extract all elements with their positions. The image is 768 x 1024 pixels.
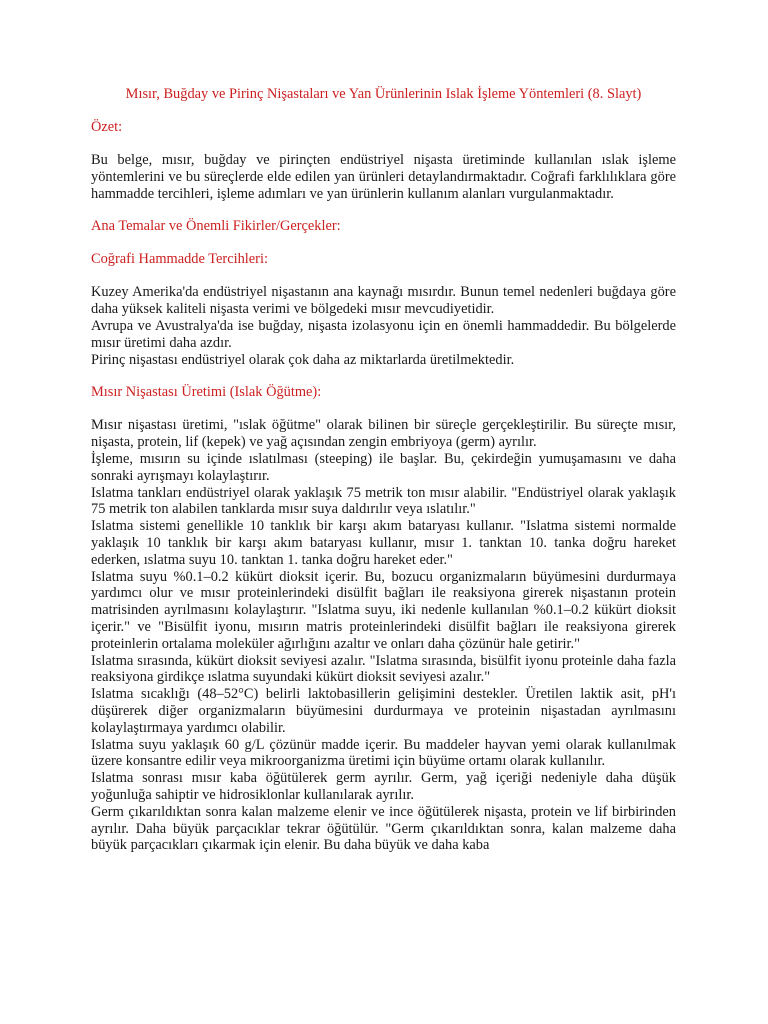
corn-item: Mısır nişastası üretimi, "ıslak öğütme" olarak bilinen bir süreçle gerçekleştirilir. Bu süreçte mısır, nişasta, protein, lif (kepek) ve yağ açısından zengin embriyoya (germ) ayrılır. bbox=[91, 417, 676, 451]
geo-list bbox=[91, 284, 676, 368]
themes-heading: Ana Temalar ve Önemli Fikirler/Gerçekler: bbox=[91, 218, 341, 235]
corn-item: Islatma sonrası mısır kaba öğütülerek germ ayrılır. Germ, yağ içeriği nedeniyle daha düşük yoğunluğa sahiptir ve hidrosiklonlar kullanılarak ayrılır. bbox=[91, 770, 676, 803]
corn-item: Islatma suyu yaklaşık 60 g/L çözünür madde içerir. Bu maddeler hayvan yemi olarak kullanılmak üzere konsantre edilir veya mikroorganizma üretimi için büyüme ortamı olarak kullanılır. bbox=[91, 736, 676, 770]
geo-item: Avrupa ve Avustralya'da ise buğday, nişasta izolasyonu için en önemli hammaddedir. Bu bölgelerde mısır üretimi daha azdır. bbox=[91, 317, 676, 351]
geo-heading: Coğrafi Hammadde Tercihleri: bbox=[91, 251, 268, 268]
corn-item: Islatma tankları endüstriyel olarak yaklaşık 75 metrik ton mısır alabilir. "Endüstriyel olarak yaklaşık 75 metrik ton alabilen tanklarda mısır suya daldırılır veya ıslatılır." bbox=[91, 484, 676, 518]
corn-item: Islatma sıcaklığı (48–52°C) belirli laktobasillerin gelişimini destekler. Üretilen laktik asit, pH'ı düşürerek diğer organizmaların büyümesini durdurmaya ve proteinin nişastadan ayrılmasını kolaylaştırmaya yardımcı olabilir. bbox=[91, 686, 676, 736]
corn-item: Islatma sırasında, kükürt dioksit seviyesi azalır. "Islatma sırasında, bisülfit iyonu proteinle daha fazla reaksiyona girdikçe ıslatma suyundaki kükürt dioksit seviyesi azalır." bbox=[91, 652, 676, 686]
corn-item: İşleme, mısırın su içinde ıslatılması (steeping) ile başlar. Bu, çekirdeğin yumuşamasını ve daha sonraki ayrışmayı kolaylaştırır. bbox=[91, 450, 676, 484]
corn-list bbox=[91, 417, 676, 854]
document-title: Mısır, Buğday ve Pirinç Nişastaları ve Yan Ürünlerinin Islak İşleme Yöntemleri (8. Slayt) bbox=[125, 86, 642, 102]
summary-heading: Özet: bbox=[91, 119, 123, 135]
corn-item: Islatma suyu %0.1–0.2 kükürt dioksit içerir. Bu, bozucu organizmaların büyümesini durdurmaya yardımcı olur ve mısır proteinlerindeki disülfit bağları ile reaksiyona girerek nişastanın protein matrisinden ayrılmasını kolaylaştırır. "Islatma suyu, iki nedenle kullanılan %0.1–0.2 kükürt dioksit içerir." ve "Bisülfit iyonu, mısırın matris proteinlerindeki disülfit bağları ile reaksiyona girerek proteinlerin ortalama moleküler ağırlığını azaltır ve onları daha çözünür hale getirir." bbox=[91, 568, 676, 652]
geo-item: Pirinç nişastası endüstriyel olarak çok daha az miktarlarda üretilmektedir. bbox=[91, 351, 515, 368]
corn-item: Germ çıkarıldıktan sonra kalan malzeme elenir ve ince öğütülerek nişasta, protein ve lif birbirinden ayrılır. Daha büyük parçacıklar tekrar öğütülür. "Germ çıkarıldıktan sonra, kalan malzeme daha büyük parçacıkları çıkarmak için elenir. Bu daha büyük ve daha kaba bbox=[91, 803, 676, 854]
geo-item: Kuzey Amerika'da endüstriyel nişastanın ana kaynağı mısırdır. Bunun temel nedenleri buğdaya göre daha yüksek kaliteli nişasta verimi ve bölgedeki mısır mevcudiyetidir. bbox=[91, 284, 676, 318]
corn-item: Islatma sistemi genellikle 10 tanklık bir karşı akım bataryası kullanır. "Islatma sistemi normalde yaklaşık 10 tanklık bir karşı akım bataryası kullanır, mısır 1. tanktan 10. tanka doğru hareket ederken, ıslatma suyu 10. tanktan 1. tanka doğru hareket eder." bbox=[91, 518, 676, 568]
corn-heading: Mısır Nişastası Üretimi (Islak Öğütme): bbox=[91, 384, 322, 401]
summary-paragraph: Bu belge, mısır, buğday ve pirinçten endüstriyel nişasta üretiminde kullanılan ıslak işleme yöntemlerini ve bu süreçlerde elde edilen yan ürünleri detaylandırmaktadır. Coğrafi farklılıklara göre hammadde tercihleri, işleme adımları ve yan ürünlerin kullanım alanları vurgulanmaktadır. bbox=[91, 152, 676, 202]
